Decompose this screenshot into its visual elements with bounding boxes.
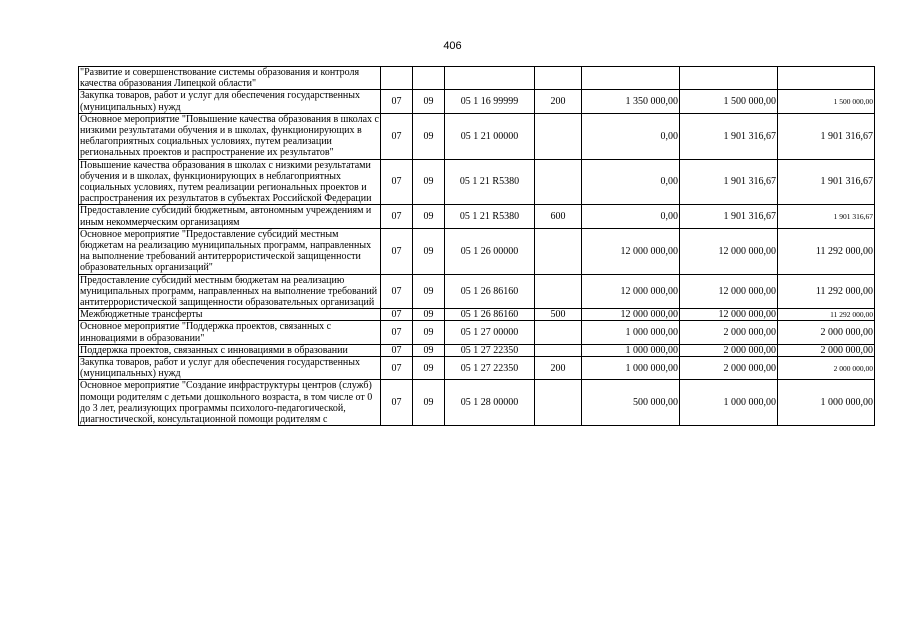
amount-year-1: 500 000,00 (582, 380, 680, 426)
amount-year-1: 12 000 000,00 (582, 228, 680, 274)
expense-type-code (535, 228, 582, 274)
row-name: "Развитие и совершенствование системы образования и контроля качества образования Липецкой области" (79, 67, 381, 90)
table-row (79, 90, 875, 113)
target-article-code: 05 1 26 86160 (445, 274, 535, 309)
subsection-code (413, 67, 445, 90)
row-name: Основное мероприятие "Предоставление субсидий местным бюджетам на реализацию муниципальных программ, направленных на выполнение требований антитеррористической защищенности образовательных организаций" (79, 228, 381, 274)
amount-year-3: 1 901 316,67 (778, 113, 875, 159)
section-code: 07 (381, 357, 413, 380)
amount-year-3: 1 000 000,00 (778, 380, 875, 426)
amount-year-2: 2 000 000,00 (680, 344, 778, 356)
amount-year-3: 11 292 000,00 (778, 274, 875, 309)
table-row (79, 159, 875, 205)
table-row (79, 274, 875, 309)
amount-year-2: 1 500 000,00 (680, 90, 778, 113)
section-code: 07 (381, 380, 413, 426)
expense-type-code: 500 (535, 309, 582, 321)
row-name: Предоставление субсидий бюджетным, автономным учреждениям и иным некоммерческим организациям (79, 205, 381, 228)
amount-year-1: 1 000 000,00 (582, 321, 680, 344)
table-row (79, 67, 875, 90)
row-name: Основное мероприятие "Поддержка проектов, связанных с инновациями в образовании" (79, 321, 381, 344)
section-code: 07 (381, 309, 413, 321)
amount-year-2: 1 901 316,67 (680, 205, 778, 228)
row-name: Основное мероприятие "Повышение качества образования в школах с низкими результатами обучения и в школах, функционирующих в неблагоприятных социальных условиях, путем реализации региональных проектов и распространение их результатов" (80, 113, 379, 159)
subsection-code: 09 (413, 357, 445, 380)
amount-year-2 (680, 67, 778, 90)
amount-year-3 (778, 67, 875, 90)
subsection-code: 09 (413, 90, 445, 113)
section-code: 07 (381, 159, 413, 205)
table-row (79, 309, 875, 321)
section-code: 07 (381, 113, 413, 159)
section-code: 07 (381, 344, 413, 356)
section-code: 07 (381, 321, 413, 344)
section-code: 07 (381, 90, 413, 113)
amount-year-2: 1 000 000,00 (680, 380, 778, 426)
amount-year-3: 11 292 000,00 (778, 309, 875, 321)
amount-year-2: 12 000 000,00 (680, 274, 778, 309)
target-article-code: 05 1 27 22350 (445, 357, 535, 380)
target-article-code: 05 1 26 00000 (445, 228, 535, 274)
amount-year-3: 11 292 000,00 (778, 228, 875, 274)
section-code: 07 (381, 274, 413, 309)
amount-year-2: 12 000 000,00 (680, 228, 778, 274)
budget-table (78, 66, 875, 426)
table-row (79, 321, 875, 344)
row-name: Повышение качества образования в школах с низкими результатами обучения и в школах, функционирующих в неблагоприятных социальных условиях, путем реализации региональных проектов и распространения их результатов в субъектах Российской Федерации (79, 159, 381, 205)
subsection-code: 09 (413, 380, 445, 426)
subsection-code: 09 (413, 159, 445, 205)
amount-year-2: 2 000 000,00 (680, 357, 778, 380)
amount-year-1: 12 000 000,00 (582, 274, 680, 309)
amount-year-2: 1 901 316,67 (680, 159, 778, 205)
target-article-code: 05 1 21 00000 (445, 113, 535, 159)
amount-year-2: 1 901 316,67 (680, 113, 778, 159)
amount-year-1: 1 350 000,00 (582, 90, 680, 113)
amount-year-1: 12 000 000,00 (582, 309, 680, 321)
table-row (79, 357, 875, 380)
expense-type-code (535, 344, 582, 356)
subsection-code: 09 (413, 113, 445, 159)
target-article-code: 05 1 16 99999 (445, 90, 535, 113)
expense-type-code (535, 380, 582, 426)
amount-year-1: 0,00 (582, 159, 680, 205)
expense-type-code: 200 (535, 357, 582, 380)
table-row (79, 205, 875, 228)
target-article-code: 05 1 26 86160 (445, 309, 535, 321)
table-row (79, 380, 875, 426)
table-row (79, 344, 875, 356)
subsection-code: 09 (413, 321, 445, 344)
amount-year-3: 1 500 000,00 (778, 90, 875, 113)
amount-year-3: 2 000 000,00 (778, 344, 875, 356)
subsection-code: 09 (413, 309, 445, 321)
expense-type-code: 600 (535, 205, 582, 228)
subsection-code: 09 (413, 228, 445, 274)
target-article-code (445, 67, 535, 90)
expense-type-code (535, 67, 582, 90)
subsection-code: 09 (413, 274, 445, 309)
target-article-code: 05 1 28 00000 (445, 380, 535, 426)
expense-type-code: 200 (535, 90, 582, 113)
section-code (381, 67, 413, 90)
section-code: 07 (381, 205, 413, 228)
expense-type-code (535, 159, 582, 205)
row-name: Поддержка проектов, связанных с инновациями в образовании (79, 344, 381, 356)
target-article-code: 05 1 21 R5380 (445, 159, 535, 205)
expense-type-code (535, 113, 582, 159)
row-name: Закупка товаров, работ и услуг для обеспечения государственных (муниципальных) нужд (79, 357, 381, 380)
expense-type-code (535, 274, 582, 309)
subsection-code: 09 (413, 344, 445, 356)
subsection-code: 09 (413, 205, 445, 228)
page-number: 406 (443, 40, 462, 52)
amount-year-1: 1 000 000,00 (582, 344, 680, 356)
table-row (79, 228, 875, 274)
amount-year-2: 2 000 000,00 (680, 321, 778, 344)
row-name: Основное мероприятие "Создание инфраструктуры центров (служб) помощи родителям с детьми дошкольного возраста, в том числе от 0 до 3 лет, реализующих программы психолого-педагогической, диагностической, консультационной помощи родителям с (79, 380, 381, 426)
section-code: 07 (381, 228, 413, 274)
row-name: Предоставление субсидий местным бюджетам на реализацию муниципальных программ, направленных на выполнение требований антитеррористической защищенности образовательных организаций (79, 274, 381, 309)
amount-year-3: 2 000 000,00 (778, 357, 875, 380)
amount-year-1: 1 000 000,00 (582, 357, 680, 380)
amount-year-1 (582, 67, 680, 90)
row-name: Межбюджетные трансферты (79, 309, 381, 321)
amount-year-2: 12 000 000,00 (680, 309, 778, 321)
amount-year-1: 0,00 (582, 205, 680, 228)
expense-type-code (535, 321, 582, 344)
target-article-code: 05 1 27 22350 (445, 344, 535, 356)
row-name: Закупка товаров, работ и услуг для обеспечения государственных (муниципальных) нужд (79, 90, 381, 113)
amount-year-1: 0,00 (582, 113, 680, 159)
amount-year-3: 1 901 316,67 (778, 205, 875, 228)
amount-year-3: 1 901 316,67 (778, 159, 875, 205)
target-article-code: 05 1 27 00000 (445, 321, 535, 344)
table-row (79, 113, 875, 159)
amount-year-3: 2 000 000,00 (778, 321, 875, 344)
target-article-code: 05 1 21 R5380 (445, 205, 535, 228)
